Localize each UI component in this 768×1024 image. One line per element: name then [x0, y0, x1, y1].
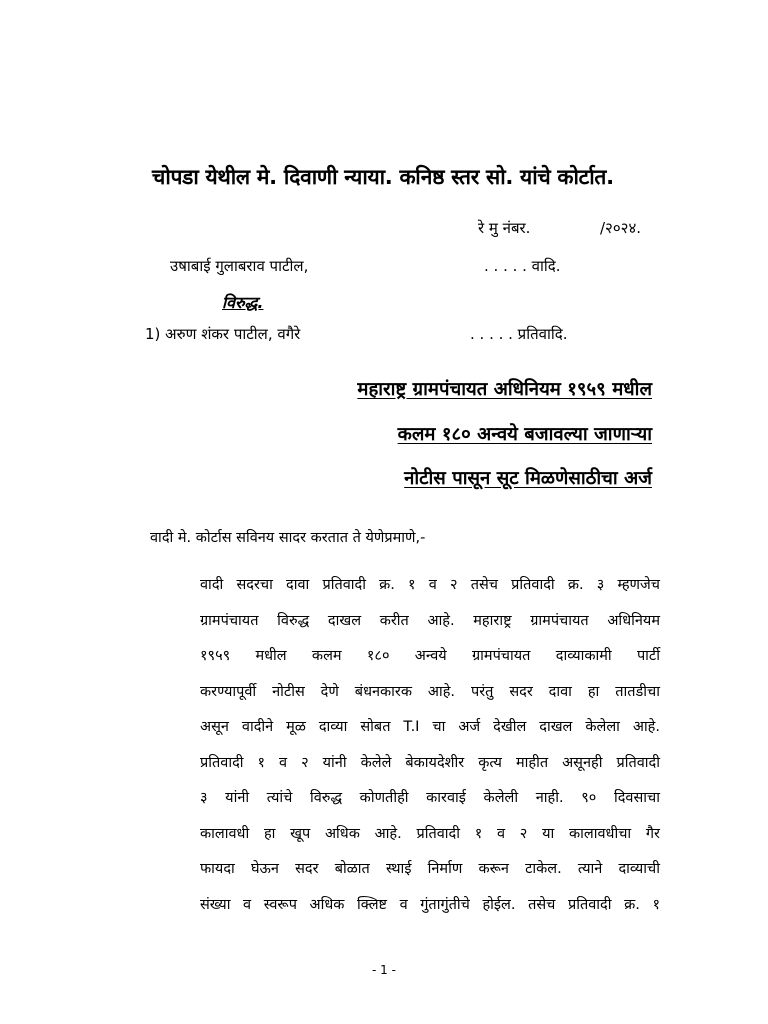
- subject-line-1: महाराष्ट्र ग्रामपंचायत अधिनियम १९५९ मधील: [357, 379, 652, 400]
- subject-line-3: नोटीस पासून सूट मिळणेसाठीचा अर्ज: [404, 468, 652, 489]
- body-line: संख्या व स्वरूप अधिक क्लिष्ट व गुंतागुंतीचे होईल. तसेच प्रतिवादी क्र. १: [200, 896, 660, 913]
- plaintiff-role: . . . . . वादि.: [484, 257, 561, 275]
- defendant-role: . . . . . प्रतिवादि.: [470, 325, 568, 343]
- versus-label: विरुद्ध.: [222, 293, 264, 312]
- case-number-label: रे मु नंबर.: [478, 219, 531, 237]
- body-line: फायदा घेऊन सदर बोळात स्थाई निर्माण करून टाकेल. त्याने दाव्याची: [200, 861, 660, 877]
- defendant-name: 1) अरुण शंकर पाटील, वगैरे: [145, 325, 301, 343]
- body-line: करण्यापूर्वी नोटीस देणे बंधनकारक आहे. परंतु सदर दावा हा तातडीचा: [200, 683, 660, 700]
- subject-line-2: कलम १८० अन्वये बजावल्या जाणाऱ्या: [397, 424, 652, 445]
- body-line: असून वादीने मूळ दाव्या सोबत T.I चा अर्ज देखील दाखल केलेला आहे.: [200, 719, 660, 735]
- body-line: ३ यांनी त्यांचे विरुद्ध कोणतीही कारवाई केलेली नाही. ९० दिवसाचा: [200, 790, 660, 806]
- body-line: वादी सदरचा दावा प्रतिवादी क्र. १ व २ तसेच प्रतिवादी क्र. ३ म्हणजेच: [200, 577, 660, 593]
- court-heading: चोपडा येथील मे. दिवाणी न्याया. कनिष्ठ स्तर सो. यांचे कोर्टात.: [152, 165, 614, 189]
- body-line: कालावधी हा खूप अधिक आहे. प्रतिवादी १ व २ या कालावधीचा गैर: [200, 825, 660, 842]
- plaintiff-name: उषाबाई गुलाबराव पाटील,: [170, 257, 309, 275]
- body-line: १९५९ मधील कलम १८० अन्वये ग्रामपंचायत दाव्याकामी पार्टी: [200, 648, 660, 664]
- salutation: वादी मे. कोर्टास सविनय सादर करतात ते येणेप्रमाणे,-: [150, 530, 426, 546]
- body-paragraph: [200, 568, 660, 923]
- case-number-year: /२०२४.: [600, 219, 642, 237]
- body-line: ग्रामपंचायत विरुद्ध दाखल करीत आहे. महाराष्ट्र ग्रामपंचायत अधिनियम: [200, 612, 660, 629]
- page-number: - 1 -: [372, 963, 396, 977]
- body-line: प्रतिवादी १ व २ यांनी केलेले बेकायदेशीर कृत्य माहीत असूनही प्रतिवादी: [200, 754, 660, 771]
